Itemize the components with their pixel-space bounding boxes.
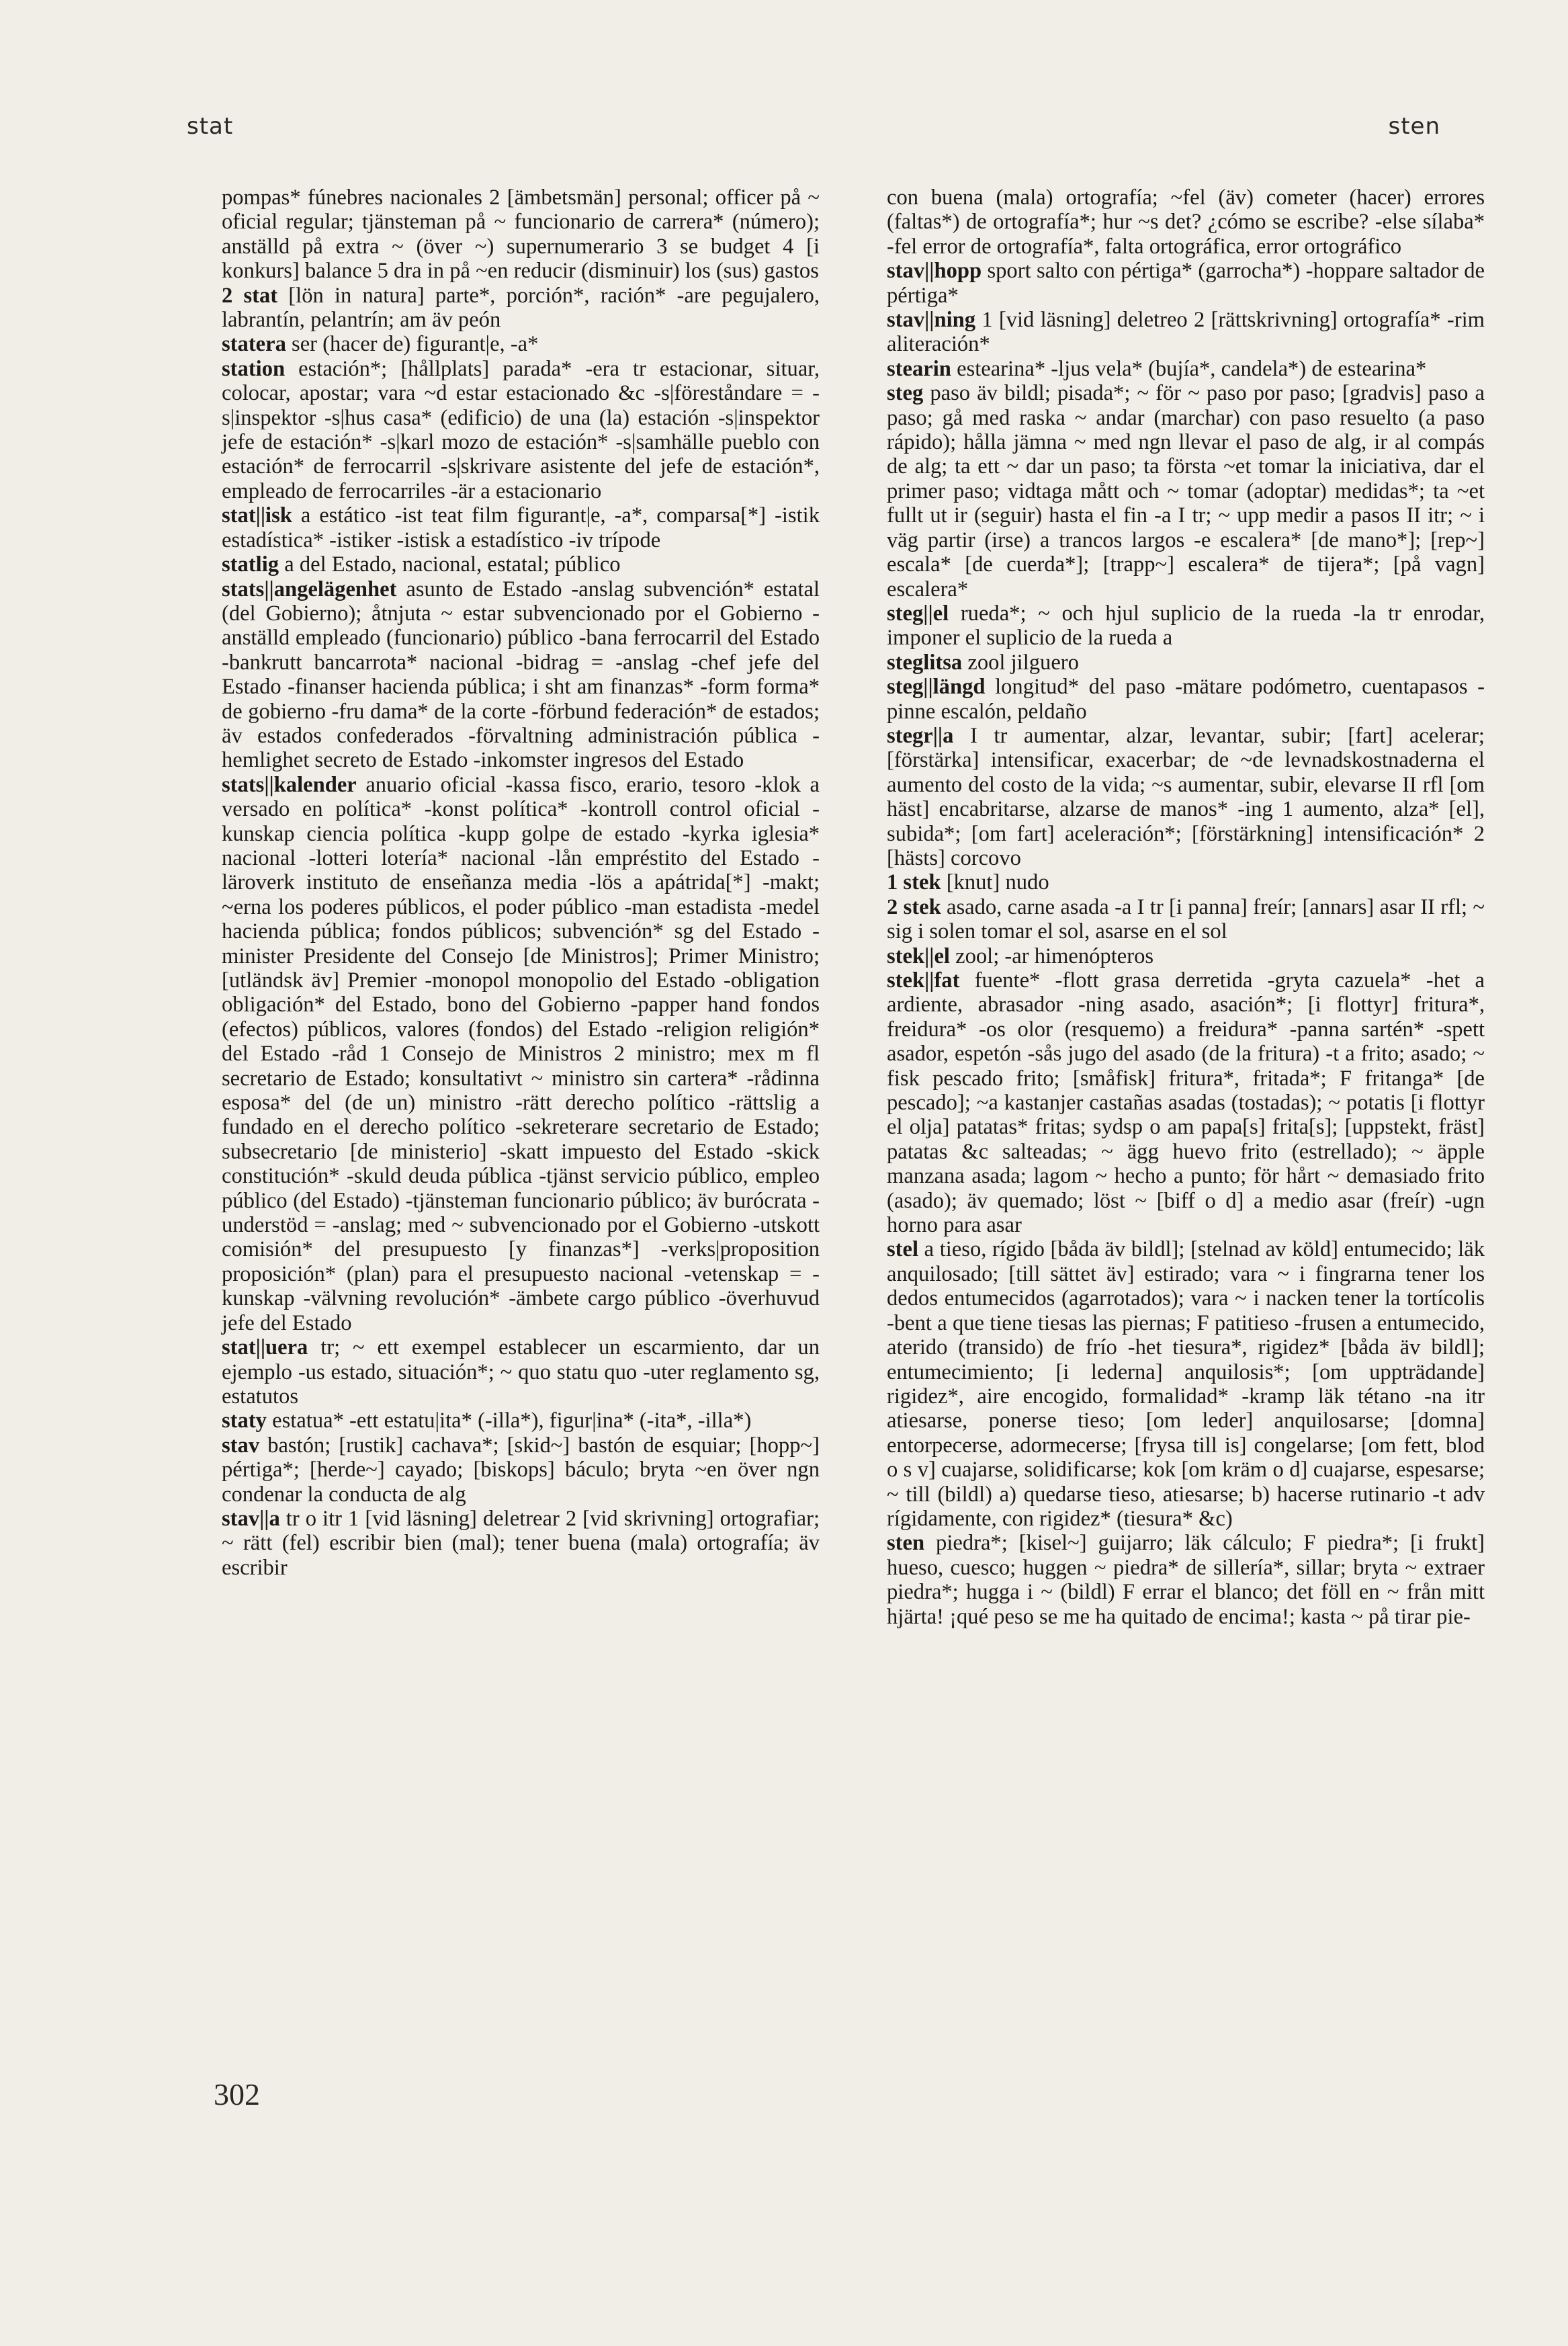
- definition-text: [lön in natura] parte*, porción*, ración* -are pegujalero, labrantín, pelantrín; am äv peón: [222, 283, 820, 333]
- definition-text: sport salto con pértiga* (garrocha*) -hoppare saltador de pértiga*: [887, 259, 1485, 308]
- dictionary-entry: [222, 357, 820, 503]
- dictionary-entry: [222, 773, 820, 1335]
- headword: sten: [887, 1531, 925, 1556]
- definition-text: a estático -ist teat film figurant|e, -a*, comparsa[*] -istik estadística* -istiker -istisk a estadístico -iv trípode: [222, 503, 820, 552]
- headword: stek||fat: [887, 968, 960, 993]
- definition-text: ser (hacer de) figurant|e, -a*: [292, 332, 539, 357]
- dictionary-entry: [222, 503, 820, 552]
- dictionary-entry: [222, 284, 820, 333]
- definition-text: tr o itr 1 [vid läsning] deletrear 2 [vid skrivning] ortografiar; ~ rätt (fel) escribir bien (mal); tener buena (mala) ortografía; äv escribir: [222, 1506, 820, 1580]
- dictionary-entry: [222, 332, 820, 356]
- headword: staty: [222, 1409, 267, 1433]
- definition-text: a tieso, rígido [båda äv bildl]; [stelnad av köld] entumecido; läk anquilosado; [till sättet äv] estirado; vara ~ i fingrarna tener los dedos entumecidos (agarrotados); vara ~ i nacken tener la tortícolis -bent a que tiene tiesas las piernas; F patitieso -frusen a entumecido, aterido (transido) de frío -het tiesura*, rigidez* [båda äv bildl]; entumecimiento; [i lederna] anquilosis*; [om uppträdande] rigidez*, aire encogido, formalidad* -kramp läk tétano -na itr atiesarse, ponerse tieso; [om leder] anquilosarse; [domna] entorpecerse, adormecerse; [frysa till is] congelarse; [om fett, blod o s v] cuajarse, solidificarse; kok [om kräm o d] cuajarse, espesarse; ~ till (bildl) a) quedarse tieso, atiesarse; b) hacerse rutinario -t adv rígidamente, con rigidez* (tiesura* &c): [887, 1237, 1485, 1531]
- definition-text: estatua* -ett estatu|ita* (-illa*), figur|ina* (-ita*, -illa*): [272, 1409, 752, 1433]
- dictionary-entry: [222, 1433, 820, 1507]
- definition-text: 1 [vid läsning] deletreo 2 [rättskrivning] ortografía* -rim aliteración*: [887, 308, 1485, 357]
- dictionary-entry: [222, 185, 820, 284]
- headword: steg||el: [887, 601, 949, 626]
- definition-text: piedra*; [kisel~] guijarro; läk cálculo; F piedra*; [i frukt] hueso, cuesco; huggen ~ piedra* de sillería*, sillar; bryta ~ extraer piedra*; hugga i ~ (bildl) F errar el blanco; det föll en ~ från mitt hjärta! ¡qué peso se me ha quitado de encima!; kasta ~ på tirar pie-: [887, 1531, 1485, 1629]
- definition-text: pompas* fúnebres nacionales 2 [ämbetsmän] personal; officer på ~ oficial regular; tjänsteman på ~ funcionario de carrera* (número); anställd på extra ~ (över ~) supernumerario 3 se budget 4 [i konkurs] balance 5 dra in på ~en reducir (disminuir) los (sus) gastos: [222, 185, 820, 284]
- headword: stats||angelägenhet: [222, 577, 397, 601]
- running-head-left: stat: [187, 113, 234, 140]
- dictionary-entry: [887, 895, 1485, 944]
- dictionary-entry: [887, 308, 1485, 357]
- dictionary-entry: [887, 944, 1485, 968]
- dictionary-entry: [887, 724, 1485, 870]
- headword: stel: [887, 1237, 919, 1262]
- headword: steglitsa: [887, 650, 963, 675]
- definition-text: tr; ~ ett exempel establecer un escarmiento, dar un ejemplo -us estado, situación*; ~ quo statu quo -uter reglamento sg, estatutos: [222, 1335, 820, 1409]
- definition-text: a del Estado, nacional, estatal; público: [284, 552, 621, 577]
- headword: steg||längd: [887, 675, 986, 700]
- page-number: 302: [214, 2077, 260, 2111]
- headword: stat||uera: [222, 1335, 308, 1360]
- definition-text: bastón; [rustik] cachava*; [skid~] bastón de esquiar; [hopp~] pértiga*; [herde~] cayado; [biskops] báculo; bryta ~en över ngn condenar la conducta de alg: [222, 1433, 820, 1507]
- definition-text: zool jilguero: [967, 650, 1079, 675]
- definition-text: fuente* -flott grasa derretida -gryta cazuela* -het a ardiente, abrasador -ning asado, asación*; [i flottyr] fritura*, freidura* -os olor (resquemo) a freidura* -panna sartén* -spett asador, espetón -sås jugo del asado (de la fritura) -t a frito; asado; ~ fisk pescado frito; [småfisk] fritura*, fritada*; F fritanga* [de pescado]; ~a kastanjer castañas asadas (tostadas); ~ potatis [i flottyr el olja] patatas* fritas; sydsp o am papa[s] frita[s]; [uppstekt, fräst] patatas &c salteadas; ~ ägg huevo frito (estrellado); ~ äpple manzana asada; lagom ~ hecho a punto; för hårt ~ demasiado frito (asado); äv quemado; löst ~ [biff o d] a medio asar (freír) -ugn horno para asar: [887, 968, 1485, 1238]
- headword: 1 stek: [887, 870, 941, 895]
- definition-text: longitud* del paso -mätare podómetro, cuentapasos -pinne escalón, peldaño: [887, 675, 1485, 724]
- dictionary-entry: [887, 651, 1485, 675]
- dictionary-entry: [222, 577, 820, 773]
- headword: 2 stat: [222, 283, 278, 308]
- dictionary-entry: [887, 185, 1485, 259]
- headword: stav||ning: [887, 308, 976, 333]
- definition-text: zool; -ar himenópteros: [955, 944, 1154, 968]
- dictionary-entry: [222, 1409, 820, 1433]
- dictionary-entry: [222, 552, 820, 577]
- headword: stearin: [887, 356, 951, 381]
- headword: 2 stek: [887, 894, 941, 919]
- dictionary-entry: [887, 381, 1485, 601]
- dictionary-entry: [887, 601, 1485, 651]
- dictionary-entry: [887, 357, 1485, 381]
- headword: steg: [887, 381, 924, 406]
- definition-text: [knut] nudo: [946, 870, 1049, 895]
- left-column: [222, 185, 820, 1580]
- headword: stat||isk: [222, 503, 292, 528]
- definition-text: estearina* -ljus vela* (bujía*, candela*) de estearina*: [957, 356, 1427, 381]
- dictionary-entry: [887, 870, 1485, 894]
- headword: stegr||a: [887, 723, 954, 748]
- dictionary-entry: [887, 968, 1485, 1237]
- definition-text: anuario oficial -kassa fisco, erario, tesoro -klok a versado en política* -konst política* -kontroll control oficial -kunskap ciencia política -kupp golpe de estado -kyrka iglesia* nacional -lotteri lotería* nacional -lån empréstito del Estado -läroverk instituto de enseñanza media -lös a apátrida[*] -makt; ~erna los poderes públicos, el poder público -man estadista -medel hacienda pública; fondos públicos; subvención* sg del Estado -minister Presidente del Consejo [de Ministros]; Primer Ministro; [utländsk äv] Premier -monopol monopolio del Estado -obligation obligación* del Estado, bono del Gobierno -papper hand fondos (efectos) públicos, valores (fondos) del Estado -religion religión* del Estado -råd 1 Consejo de Ministros 2 ministro; mex m fl secretario de Estado; konsultativt ~ ministro sin cartera* -rådinna esposa* del (de un) ministro -rätt derecho político -rättslig a fundado en el derecho político -sekreterare secretario de Estado; subsecretario [de ministerio] -skatt impuesto del Estado -skick constitución* -skuld deuda pública -tjänst servicio público, empleo público (del Estado) -tjänsteman funcionario público; äv burócrata -understöd = -anslag; med ~ subvencionado por el Gobierno -utskott comisión* del presupuesto [y finanzas*] -verks|proposition proposición* (plan) para el presupuesto nacional -vetenskap = -kunskap -välvning revolución* -ämbete cargo público -överhuvud jefe del Estado: [222, 772, 820, 1335]
- headword: statlig: [222, 552, 279, 577]
- headword: stav: [222, 1433, 260, 1458]
- headword: station: [222, 356, 286, 381]
- dictionary-entry: [222, 1507, 820, 1580]
- dictionary-entry: [887, 1237, 1485, 1531]
- definition-text: con buena (mala) ortografía; ~fel (äv) cometer (hacer) errores (faltas*) de ortografía*; hur ~s det? ¿cómo se escribe? -else sílaba* -fel error de ortografía*, falta ortográfica, error ortográfico: [887, 185, 1485, 259]
- definition-text: estación*; [hållplats] parada* -era tr estacionar, situar, colocar, apostar; vara ~d estar estacionado &c -s|föreståndare = -s|inspektor -s|hus casa* (edificio) de una (la) estación -s|inspektor jefe de estación* -s|karl mozo de estación* -s|samhälle pueblo con estación* de ferrocarril -s|skrivare asistente del jefe de estación*, empleado de ferrocarriles -är a estacionario: [222, 356, 820, 503]
- running-head-right: sten: [1388, 113, 1440, 140]
- definition-text: rueda*; ~ och hjul suplicio de la rueda -la tr enrodar, imponer el suplicio de la rueda a: [887, 601, 1485, 651]
- definition-text: asunto de Estado -anslag subvención* estatal (del Gobierno); åtnjuta ~ estar subvencionado por el Gobierno -anställd empleado (funcionario) público -bana ferrocarril del Estado -bankrutt bancarrota* nacional -bidrag = -anslag -chef jefe del Estado -finanser hacienda pública; i sht am finanzas* -form forma* de gobierno -fru dama* de la corte -förbund federación* de estados; äv estados confederados -förvaltning administración pública -hemlighet secreto de Estado -inkomster ingresos del Estado: [222, 577, 820, 773]
- dictionary-entry: [887, 259, 1485, 308]
- dictionary-entry: [222, 1335, 820, 1409]
- definition-text: asado, carne asada -a I tr [i panna] freír; [annars] asar II rfl; ~ sig i solen tomar el sol, asarse en el sol: [887, 894, 1485, 944]
- definition-text: I tr aumentar, alzar, levantar, subir; [fart] acelerar; [förstärka] intensificar, exacerbar; de ~de levnadskostnaderna el aumento del costo de la vida; ~s aumentar, subir, elevarse II rfl [om häst] encabritarse, alzarse de manos* -ing 1 aumento, alza* [el], subida*; [om fart] aceleración*; [förstärkning] intensificación* 2 [hästs] corcovo: [887, 723, 1485, 870]
- headword: statera: [222, 332, 286, 357]
- dictionary-entry: [887, 675, 1485, 724]
- definition-text: paso äv bildl; pisada*; ~ för ~ paso por paso; [gradvis] paso a paso; gå med raska ~ andar (marchar) con paso resuelto (a paso rápido); hålla jämna ~ med ngn llevar el paso de alg, ir al compás de alg; ta ett ~ dar un paso; ta första ~et tomar la iniciativa, dar el primer paso; vidtaga mått och ~ tomar (adoptar) medidas*; ta ~et fullt ut ir (seguir) hasta el fin -a I tr; ~ upp medir a pasos II itr; ~ i väg partir (irse) a trancos largos -e escalera* [de mano*]; [rep~] escala* [de cuerda*]; [trapp~] escalera* de tijera*; [på vagn] escalera*: [887, 381, 1485, 601]
- headword: stek||el: [887, 944, 950, 968]
- headword: stav||hopp: [887, 259, 982, 284]
- dictionary-entry: [887, 1531, 1485, 1629]
- right-column: [887, 185, 1485, 1629]
- headword: stav||a: [222, 1506, 280, 1531]
- headword: stats||kalender: [222, 772, 357, 797]
